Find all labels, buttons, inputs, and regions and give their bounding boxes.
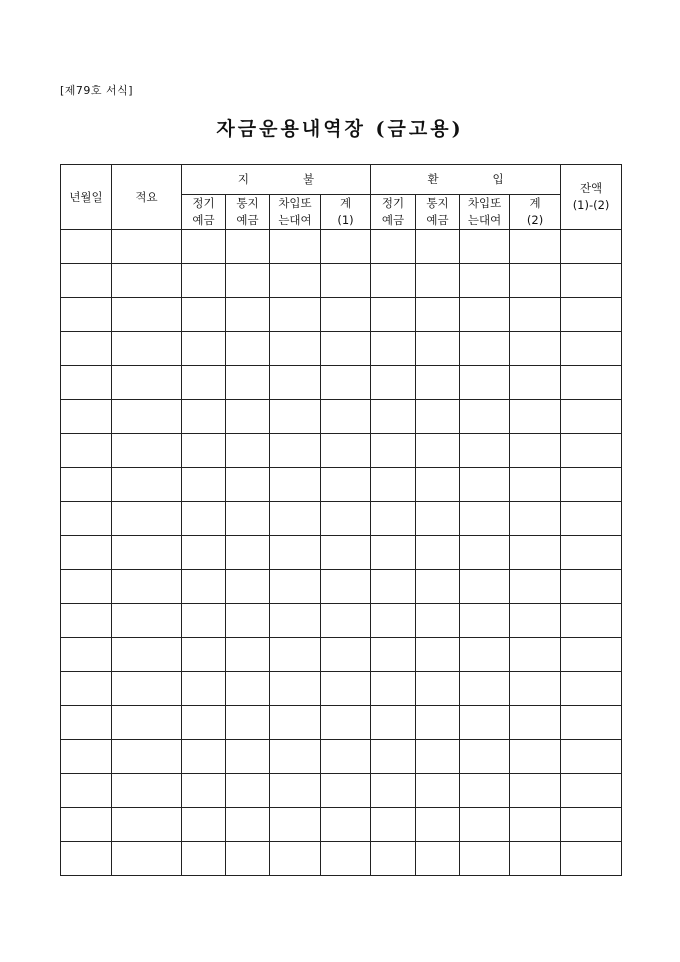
table-cell (182, 502, 226, 536)
table-cell (510, 672, 561, 706)
table-cell (270, 774, 321, 808)
table-cell (460, 468, 510, 502)
table-cell (371, 638, 416, 672)
table-cell (371, 366, 416, 400)
table-cell (371, 604, 416, 638)
table-row (61, 434, 622, 468)
table-cell (270, 468, 321, 502)
table-cell (321, 536, 371, 570)
header-return-char: 환 (427, 172, 439, 186)
table-cell (371, 434, 416, 468)
table-cell (416, 502, 460, 536)
table-cell (460, 604, 510, 638)
table-cell (510, 400, 561, 434)
table-cell (112, 740, 182, 774)
table-cell (371, 264, 416, 298)
table-cell (226, 604, 270, 638)
table-cell (561, 400, 622, 434)
table-cell (182, 332, 226, 366)
table-cell (61, 536, 112, 570)
table-cell (61, 468, 112, 502)
table-cell (416, 264, 460, 298)
table-cell (561, 570, 622, 604)
table-cell (371, 400, 416, 434)
header-payment-total (321, 195, 371, 230)
table-cell (61, 366, 112, 400)
table-row (61, 332, 622, 366)
table-cell (270, 706, 321, 740)
table-row (61, 808, 622, 842)
table-cell (226, 842, 270, 876)
table-row (61, 842, 622, 876)
table-cell (460, 434, 510, 468)
table-cell (321, 230, 371, 264)
table-cell (61, 672, 112, 706)
table-row (61, 706, 622, 740)
table-cell (510, 298, 561, 332)
table-cell (371, 230, 416, 264)
table-cell (561, 638, 622, 672)
table-cell (112, 842, 182, 876)
table-cell (416, 434, 460, 468)
table-cell (416, 808, 460, 842)
table-cell (321, 706, 371, 740)
table-cell (226, 332, 270, 366)
table-cell (112, 434, 182, 468)
table-cell (182, 706, 226, 740)
table-cell (321, 604, 371, 638)
table-cell (371, 570, 416, 604)
table-cell (182, 230, 226, 264)
table-cell (112, 264, 182, 298)
table-cell (182, 536, 226, 570)
table-cell (460, 638, 510, 672)
table-cell (112, 570, 182, 604)
table-cell (112, 536, 182, 570)
header-line: 차입또 (278, 196, 312, 210)
header-return-borrow-lend (460, 195, 510, 230)
table-cell (460, 298, 510, 332)
table-cell (226, 298, 270, 332)
header-line: 는대여 (278, 213, 312, 227)
table-cell (61, 264, 112, 298)
table-cell (510, 740, 561, 774)
table-cell (226, 570, 270, 604)
table-cell (561, 774, 622, 808)
table-cell (510, 604, 561, 638)
table-cell (460, 332, 510, 366)
table-cell (371, 332, 416, 366)
header-payment-char: 불 (303, 172, 315, 186)
table-cell (561, 264, 622, 298)
table-cell (270, 264, 321, 298)
header-payment-char: 지 (237, 172, 250, 186)
table-cell (61, 604, 112, 638)
table-cell (226, 502, 270, 536)
table-cell (416, 536, 460, 570)
header-line: 계 (529, 196, 541, 210)
table-cell (182, 740, 226, 774)
table-cell (371, 842, 416, 876)
table-cell (510, 808, 561, 842)
table-cell (460, 264, 510, 298)
ledger-body (61, 230, 622, 876)
table-cell (226, 536, 270, 570)
header-return-notice-deposit (416, 195, 460, 230)
table-cell (270, 400, 321, 434)
table-cell (510, 536, 561, 570)
table-cell (182, 366, 226, 400)
table-cell (460, 808, 510, 842)
table-cell (182, 808, 226, 842)
table-cell (510, 502, 561, 536)
header-line: 통지 (426, 196, 449, 210)
header-line: 정기 (192, 196, 215, 210)
table-cell (321, 468, 371, 502)
table-cell (270, 332, 321, 366)
header-line: 는대여 (467, 213, 502, 227)
header-return-char: 입 (492, 172, 504, 186)
table-row (61, 570, 622, 604)
table-cell (112, 808, 182, 842)
header-line: 정기 (381, 196, 405, 210)
table-row (61, 604, 622, 638)
table-cell (561, 706, 622, 740)
header-payment-notice-deposit (226, 195, 270, 230)
table-cell (561, 604, 622, 638)
table-cell (270, 740, 321, 774)
table-row (61, 502, 622, 536)
table-cell (561, 468, 622, 502)
table-cell (416, 672, 460, 706)
table-cell (416, 230, 460, 264)
table-cell (270, 366, 321, 400)
table-cell (226, 638, 270, 672)
table-row (61, 230, 622, 264)
table-cell (460, 502, 510, 536)
table-cell (510, 570, 561, 604)
table-row (61, 298, 622, 332)
table-cell (561, 434, 622, 468)
header-date: 년월일 (61, 165, 112, 230)
table-cell (226, 740, 270, 774)
table-cell (270, 672, 321, 706)
form-number: [제79호 서식] (60, 84, 134, 97)
fund-ledger-table (60, 164, 622, 876)
table-cell (182, 774, 226, 808)
table-cell (112, 366, 182, 400)
table-cell (226, 434, 270, 468)
table-cell (270, 604, 321, 638)
table-cell (510, 774, 561, 808)
table-cell (371, 672, 416, 706)
table-cell (112, 706, 182, 740)
table-cell (226, 366, 270, 400)
table-cell (416, 706, 460, 740)
header-payment-group (182, 165, 371, 195)
header-return-total (510, 195, 561, 230)
table-cell (112, 468, 182, 502)
table-cell (321, 400, 371, 434)
table-cell (416, 298, 460, 332)
table-cell (321, 808, 371, 842)
table-cell (270, 842, 321, 876)
table-cell (270, 808, 321, 842)
table-row (61, 366, 622, 400)
table-cell (510, 706, 561, 740)
table-cell (561, 332, 622, 366)
table-cell (510, 366, 561, 400)
table-cell (561, 502, 622, 536)
table-cell (561, 808, 622, 842)
table-cell (226, 808, 270, 842)
table-cell (371, 502, 416, 536)
header-payment-time-deposit (182, 195, 226, 230)
table-cell (321, 332, 371, 366)
table-cell (61, 502, 112, 536)
table-cell (112, 638, 182, 672)
table-cell (416, 774, 460, 808)
table-row (61, 774, 622, 808)
header-payment-borrow-lend (270, 195, 321, 230)
table-cell (61, 230, 112, 264)
table-cell (321, 774, 371, 808)
header-return-group (371, 165, 561, 195)
table-cell (561, 366, 622, 400)
table-cell (182, 434, 226, 468)
header-balance-label: 잔액 (579, 181, 603, 195)
table-cell (321, 264, 371, 298)
table-cell (371, 298, 416, 332)
table-cell (112, 774, 182, 808)
table-cell (270, 570, 321, 604)
table-cell (321, 672, 371, 706)
page-title: 자금운용내역장 (금고용) (216, 118, 464, 140)
header-line: 예금 (381, 213, 405, 227)
table-cell (112, 400, 182, 434)
table-cell (416, 604, 460, 638)
table-cell (510, 332, 561, 366)
table-cell (561, 672, 622, 706)
table-cell (270, 502, 321, 536)
table-cell (510, 842, 561, 876)
table-cell (61, 808, 112, 842)
table-row (61, 638, 622, 672)
table-cell (371, 740, 416, 774)
table-cell (61, 400, 112, 434)
table-cell (416, 842, 460, 876)
table-cell (112, 672, 182, 706)
table-cell (460, 570, 510, 604)
table-cell (416, 638, 460, 672)
header-line: 계 (339, 196, 352, 210)
header-line: (2) (526, 213, 544, 227)
header-line: (1) (337, 213, 354, 227)
table-cell (112, 230, 182, 264)
table-cell (182, 298, 226, 332)
table-cell (270, 536, 321, 570)
table-cell (226, 400, 270, 434)
table-cell (182, 400, 226, 434)
table-cell (416, 740, 460, 774)
table-cell (226, 672, 270, 706)
table-cell (460, 774, 510, 808)
table-row (61, 468, 622, 502)
table-cell (270, 230, 321, 264)
table-cell (226, 774, 270, 808)
table-cell (182, 638, 226, 672)
table-cell (226, 230, 270, 264)
table-cell (460, 740, 510, 774)
table-row (61, 740, 622, 774)
table-cell (61, 570, 112, 604)
table-cell (321, 570, 371, 604)
table-cell (61, 332, 112, 366)
header-line: 예금 (426, 213, 449, 227)
table-cell (226, 264, 270, 298)
table-cell (561, 740, 622, 774)
table-cell (112, 502, 182, 536)
table-row (61, 264, 622, 298)
header-return-time-deposit (371, 195, 416, 230)
table-cell (510, 638, 561, 672)
header-line: 예금 (192, 213, 215, 227)
table-cell (561, 842, 622, 876)
table-cell (270, 298, 321, 332)
table-cell (561, 536, 622, 570)
table-cell (416, 332, 460, 366)
table-cell (371, 468, 416, 502)
table-cell (460, 842, 510, 876)
table-cell (510, 468, 561, 502)
table-cell (321, 638, 371, 672)
table-cell (112, 298, 182, 332)
table-cell (61, 774, 112, 808)
table-cell (112, 604, 182, 638)
table-cell (510, 264, 561, 298)
table-cell (371, 536, 416, 570)
table-row (61, 536, 622, 570)
table-cell (371, 774, 416, 808)
table-cell (321, 740, 371, 774)
table-cell (61, 638, 112, 672)
table-cell (416, 366, 460, 400)
table-cell (182, 264, 226, 298)
table-cell (61, 740, 112, 774)
table-cell (226, 706, 270, 740)
table-cell (226, 468, 270, 502)
table-cell (61, 298, 112, 332)
header-summary: 적요 (112, 165, 182, 230)
table-cell (182, 604, 226, 638)
table-cell (371, 706, 416, 740)
table-cell (460, 706, 510, 740)
table-cell (321, 366, 371, 400)
table-cell (561, 298, 622, 332)
table-cell (561, 230, 622, 264)
table-cell (182, 842, 226, 876)
table-cell (270, 638, 321, 672)
table-cell (416, 570, 460, 604)
table-cell (416, 400, 460, 434)
table-cell (460, 366, 510, 400)
table-cell (371, 808, 416, 842)
table-cell (182, 468, 226, 502)
table-cell (270, 434, 321, 468)
table-row (61, 400, 622, 434)
table-cell (510, 230, 561, 264)
table-cell (61, 842, 112, 876)
table-cell (460, 400, 510, 434)
header-line: 차입또 (467, 196, 502, 210)
table-row (61, 672, 622, 706)
table-cell (112, 332, 182, 366)
table-cell (321, 502, 371, 536)
table-cell (182, 672, 226, 706)
table-cell (510, 434, 561, 468)
table-cell (460, 230, 510, 264)
header-line: 통지 (236, 196, 259, 210)
table-cell (61, 434, 112, 468)
table-cell (321, 842, 371, 876)
table-cell (182, 570, 226, 604)
table-cell (460, 672, 510, 706)
header-balance-formula: (1)-(2) (572, 198, 610, 212)
table-cell (460, 536, 510, 570)
table-cell (61, 706, 112, 740)
table-cell (416, 468, 460, 502)
table-cell (321, 298, 371, 332)
header-line: 예금 (236, 213, 259, 227)
header-balance (561, 165, 622, 230)
table-cell (321, 434, 371, 468)
